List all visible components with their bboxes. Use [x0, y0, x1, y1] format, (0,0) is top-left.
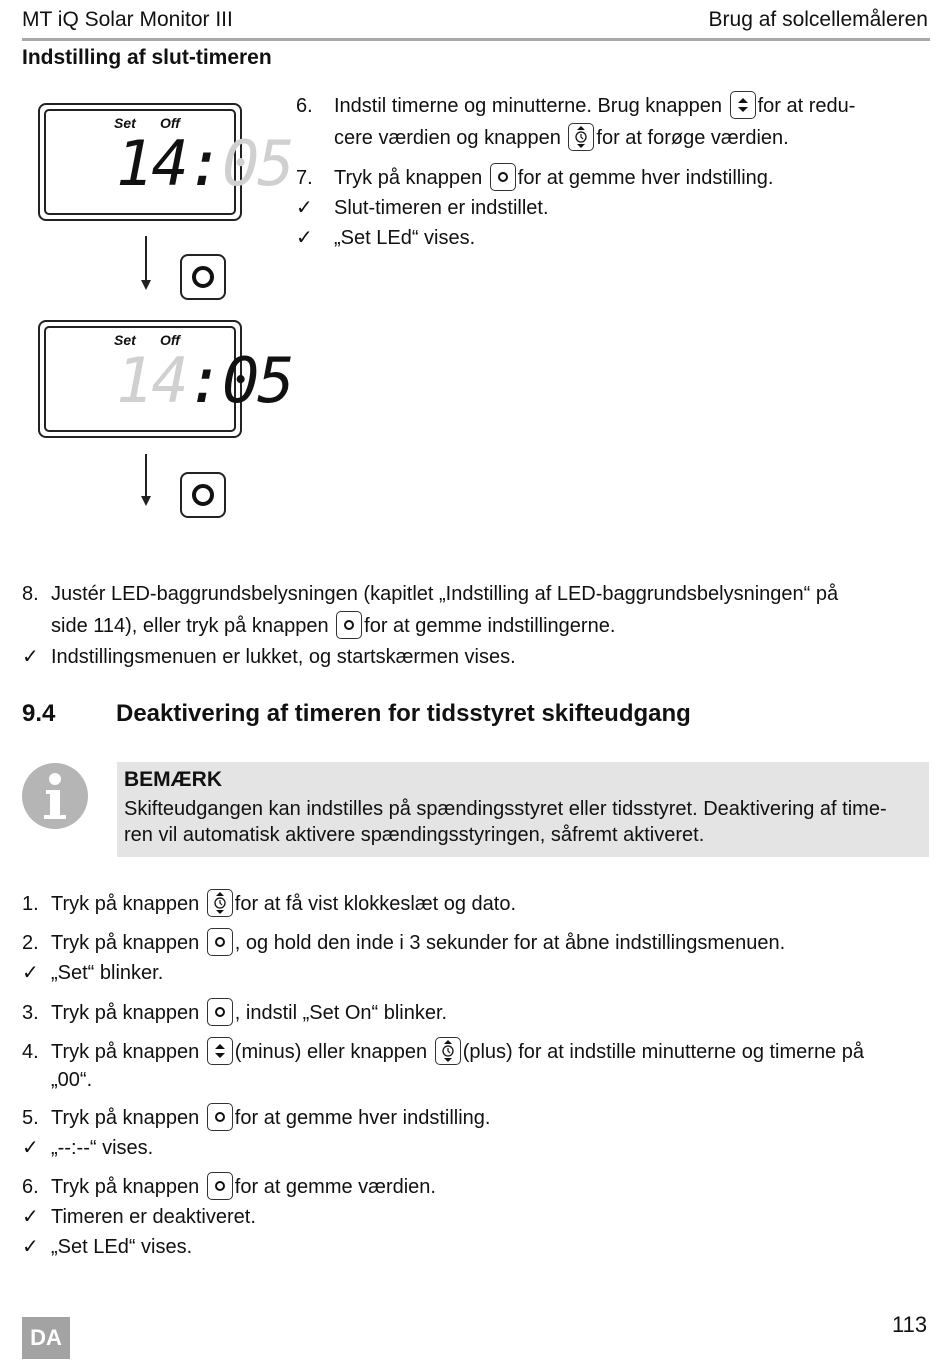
step-text: side 114), eller tryk på knappen: [51, 615, 329, 637]
step-text: , indstil „Set On“ blinker.: [234, 1002, 448, 1024]
page-number: 113: [892, 1312, 928, 1337]
step-text: Tryk på knappen: [51, 1041, 200, 1063]
step-text: , og hold den inde i 3 sekunder for at åbne indstillingsmenuen.: [234, 932, 786, 954]
check-icon: ✓: [296, 227, 313, 249]
header-divider: [22, 38, 930, 41]
arrow-down-icon: [141, 280, 151, 290]
check-icon: ✓: [22, 962, 39, 984]
step-number: 7.: [296, 167, 313, 189]
step-text: for at forøge værdien.: [596, 127, 789, 149]
info-icon: [22, 763, 88, 829]
check-text: Timeren er deaktiveret.: [51, 1206, 256, 1228]
step-text: for at gemme hver indstilling.: [234, 1107, 491, 1129]
step-number: 8.: [22, 583, 39, 605]
ok-button-icon: [180, 254, 226, 300]
step-number: 6.: [296, 95, 313, 117]
step-text: Tryk på knappen: [51, 1002, 200, 1024]
step-text: Justér LED-baggrundsbelysningen (kapitlet „Indstilling af LED-baggrundsbelysningen“ på: [51, 583, 839, 605]
step-number: 5.: [22, 1107, 39, 1129]
lcd-set-label: Set: [114, 115, 136, 131]
step-text: Indstil timerne og minutterne. Brug knappen: [334, 95, 722, 117]
lcd-time: [116, 127, 293, 200]
check-icon: ✓: [22, 1206, 39, 1228]
check-text: „Set LEd“ vises.: [334, 227, 476, 249]
check-icon: ✓: [22, 1236, 39, 1258]
lcd-off-label: Off: [160, 115, 180, 131]
step-text: Tryk på knappen: [51, 932, 200, 954]
ok-key-icon: [207, 928, 233, 956]
check-text: „--:--“ vises.: [51, 1137, 154, 1159]
lcd-colon: :: [186, 127, 222, 200]
ok-key-icon: [207, 1172, 233, 1200]
ok-key-icon: [207, 998, 233, 1026]
section-number: 9.4: [22, 700, 56, 727]
step-number: 6.: [22, 1176, 39, 1198]
ok-button-icon: [180, 472, 226, 518]
arrow-line: [145, 454, 147, 500]
step-number: 1.: [22, 893, 39, 915]
clock-key-icon: [207, 889, 233, 917]
step-text: (minus) eller knappen: [234, 1041, 428, 1063]
lcd-colon: :: [186, 344, 222, 417]
step-text: Tryk på knappen: [334, 167, 483, 189]
ok-key-icon: [207, 1103, 233, 1131]
note-line: Skifteudgangen kan indstilles på spændingsstyret eller tidsstyret. Deaktivering af time-: [124, 798, 887, 820]
step-text: Tryk på knappen: [51, 1107, 200, 1129]
ok-key-icon: [336, 611, 362, 639]
step-text: „00“.: [51, 1069, 93, 1091]
check-text: Indstillingsmenuen er lukket, og startskærmen vises.: [51, 646, 516, 668]
up-down-key-icon: [207, 1037, 233, 1065]
step-text: for at få vist klokkeslæt og dato.: [234, 893, 517, 915]
step-number: 4.: [22, 1041, 39, 1063]
check-text: Slut-timeren er indstillet.: [334, 197, 549, 219]
step-8: [22, 578, 932, 642]
lcd-time: [116, 344, 293, 417]
step-text: for at redu-: [757, 95, 856, 117]
lcd-minutes: 05: [221, 344, 293, 417]
lcd-display-hours: [38, 103, 293, 221]
step-text: for at gemme indstillingerne.: [364, 615, 616, 637]
lcd-off-label: Off: [160, 332, 180, 348]
check-text: „Set“ blinker.: [51, 962, 164, 984]
check-text: „Set LEd“ vises.: [51, 1236, 193, 1258]
step-text: cere værdien og knappen: [334, 127, 561, 149]
lcd-hours: 14: [116, 127, 187, 200]
step-number: 3.: [22, 1002, 39, 1024]
up-down-key-icon: [730, 91, 756, 119]
step-text: Tryk på knappen: [51, 1176, 200, 1198]
clock-key-icon: [435, 1037, 461, 1065]
step-text: for at gemme værdien.: [234, 1176, 436, 1198]
lcd-display-minutes: [38, 320, 293, 438]
arrow-line: [145, 236, 147, 282]
lcd-minutes: 05: [221, 127, 293, 200]
header-left: MT iQ Solar Monitor III: [22, 8, 233, 31]
arrow-down-icon: [141, 496, 151, 506]
step-number: 2.: [22, 932, 39, 954]
note-line: ren vil automatisk aktivere spændingsstyringen, såfremt aktiveret.: [124, 824, 705, 846]
section-title: Indstilling af slut-timeren: [22, 46, 272, 69]
check-icon: ✓: [22, 1137, 39, 1159]
step-text: Tryk på knappen: [51, 893, 200, 915]
note-body: [124, 796, 924, 848]
check-icon: ✓: [296, 197, 313, 219]
lcd-hours: 14: [116, 344, 187, 417]
step-text: for at gemme hver indstilling.: [517, 167, 774, 189]
step-text: (plus) for at indstille minutterne og timerne på: [462, 1041, 864, 1063]
lcd-set-label: Set: [114, 332, 136, 348]
check-icon: ✓: [22, 646, 39, 668]
language-badge: DA: [22, 1317, 70, 1359]
ok-key-icon: [490, 163, 516, 191]
note-title: BEMÆRK: [124, 768, 222, 791]
step-6: [296, 90, 936, 160]
step-4: [22, 1036, 932, 1096]
header-right: Brug af solcellemåleren: [708, 8, 928, 31]
clock-key-icon: [568, 123, 594, 151]
section-heading-title: Deaktivering af timeren for tidsstyret skifteudgang: [116, 700, 691, 727]
section-heading: [22, 700, 691, 728]
